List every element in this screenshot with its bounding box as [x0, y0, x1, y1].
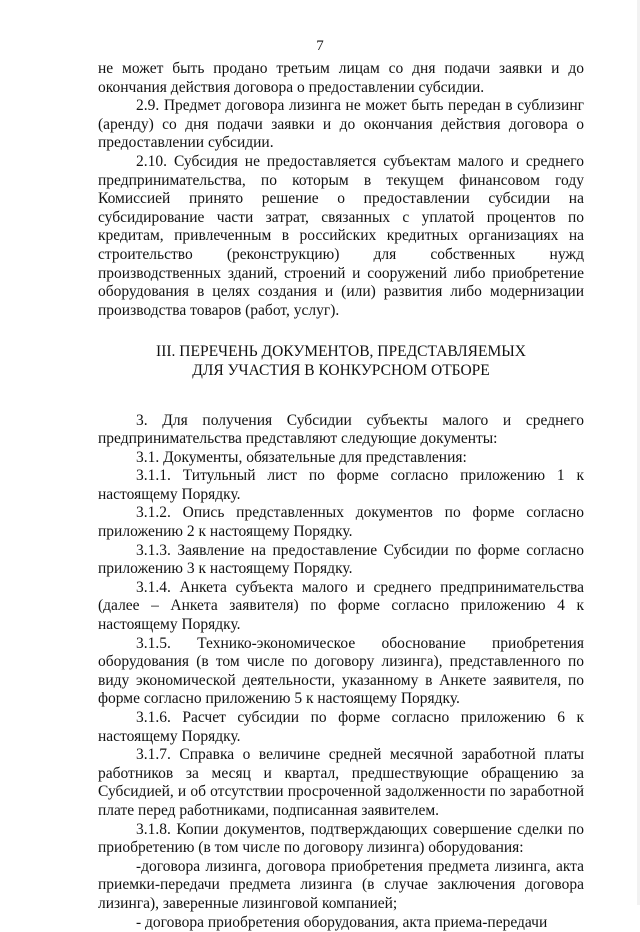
list-item-purchase-contract: - договора приобретения оборудования, акта приема-передачи — [136, 913, 548, 931]
paragraph-3-1-6: 3.1.6. Расчет субсидии по форме согласно приложению 6 к настоящему Порядку. — [98, 709, 584, 745]
section-heading-line-1: III. ПЕРЕЧЕНЬ ДОКУМЕНТОВ, ПРЕДСТАВЛЯЕМЫХ — [156, 343, 526, 361]
document-body — [98, 60, 584, 932]
paragraph-continuation: не может быть продано третьим лицам со дня подачи заявки и до окончания действия договора о предоставлении субсидии. — [98, 60, 584, 96]
paragraph-3-1-8: 3.1.8. Копии документов, подтверждающих совершение сделки по приобретению (в том числе по договору лизинга) оборудования: — [98, 820, 584, 857]
paragraph-2-10: 2.10. Субсидия не предоставляется субъектам малого и среднего предпринимательства, по которым в текущем финансовом году Комиссией принято решение о предоставлении субсидии на субсидирование части затрат, связанных с уплатой процентов по кредитам, привлеченным в российских кредитных организациях на строительство (реконструкцию) для собственных нужд производственных зданий, строений и сооружений либо приобретение оборудования в целях создания и (или) развития либо модернизации производства товаров (работ, услуг). — [98, 152, 584, 319]
page-number: 7 — [316, 38, 324, 54]
paragraph-3: 3. Для получения Субсидии субъекты малого и среднего предпринимательства представляют следующие документы: — [98, 411, 584, 448]
paragraph-2-9: 2.9. Предмет договора лизинга не может быть передан в сублизинг (аренду) со дня подачи заявки и до окончания действия договора о предоставлении субсидии. — [98, 97, 584, 152]
paragraph-3-1: 3.1. Документы, обязательные для представления: — [136, 448, 467, 466]
paragraph-3-1-2: 3.1.2. Опись представленных документов по форме согласно приложению 2 к настоящему Порядку. — [98, 504, 584, 541]
section-heading — [98, 343, 584, 380]
paragraph-3-1-1: 3.1.1. Титульный лист по форме согласно приложению 1 к настоящему Порядку. — [98, 467, 584, 503]
section-heading-line-2: ДЛЯ УЧАСТИЯ В КОНКУРСНОМ ОТБОРЕ — [192, 361, 490, 379]
paragraph-3-1-4: 3.1.4. Анкета субъекта малого и среднего предпринимательства (далее – Анкета заявителя) по форме согласно приложению 4 к настоящему Порядку. — [98, 578, 584, 634]
paragraph-3-1-3: 3.1.3. Заявление на предоставление Субсидии по форме согласно приложению 3 к настоящему Порядку. — [98, 541, 584, 578]
paragraph-3-1-7: 3.1.7. Справка о величине средней месячной заработной платы работников за месяц и квартал, предшествующие обращению за Субсидией, и об отсутствии просроченной задолженности по заработной плате перед работниками, подписанная заявителем. — [98, 746, 584, 819]
paragraph-3-1-5: 3.1.5. Технико-экономическое обоснование приобретения оборудования (в том числе по договору лизинга), представленного по виду экономической деятельности, указанному в Анкете заявителя, по форме согласно приложению 5 к настоящему Порядку. — [98, 634, 584, 708]
list-item-leasing-contract: -договора лизинга, договора приобретения предмета лизинга, акта приемки-передачи предмета лизинга (в случае заключения договора лизинга), заверенные лизинговой компанией; — [98, 857, 584, 912]
